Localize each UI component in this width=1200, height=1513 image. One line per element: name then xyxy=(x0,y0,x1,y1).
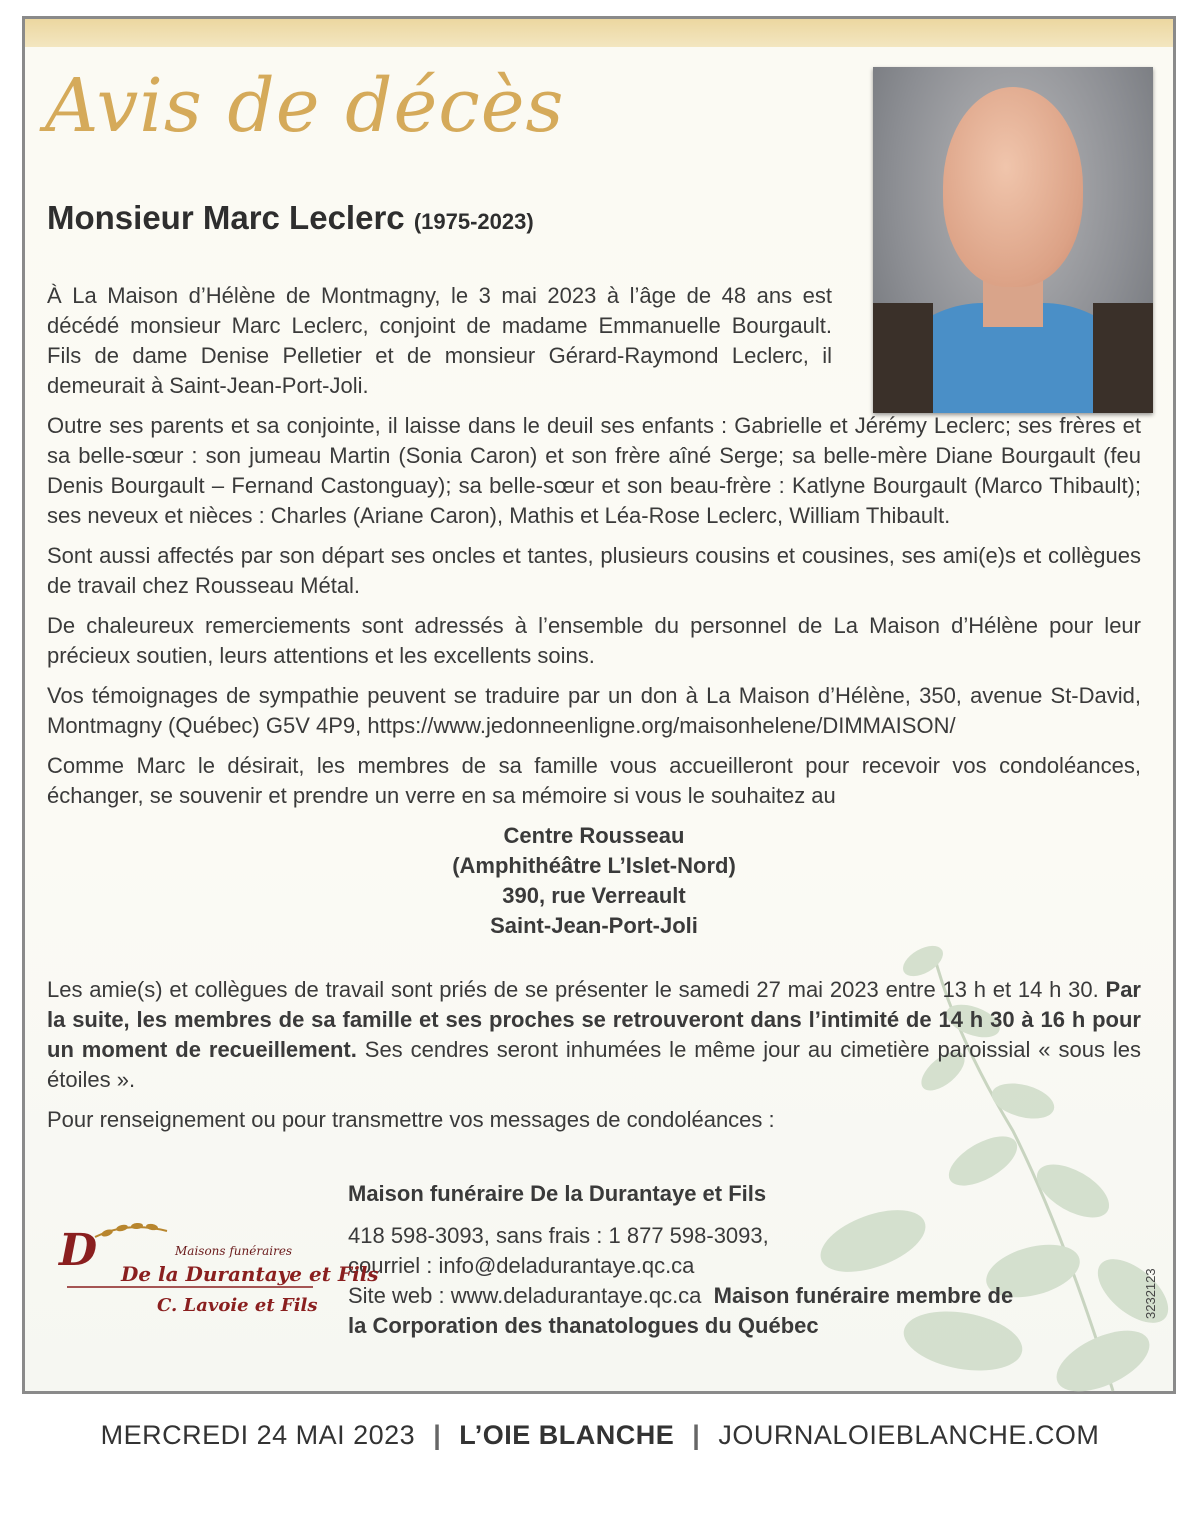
deceased-years: (1975-2023) xyxy=(413,209,534,234)
paragraph-schedule: Les amie(s) et collègues de travail sont priés de se présenter le samedi 27 mai 2023 entre 13 h et 14 h 30. Par la suite, les membres de sa famille et ses proches se retrouveront dans l’intimité de 14 h 30 à 16 h pour un moment de recueillement. Ses cendres seront inhumées le même jour au cimetière paroissial « sous les étoiles ». xyxy=(47,977,1141,1092)
footer-site: JOURNALOIEBLANCHE.COM xyxy=(718,1420,1100,1450)
funeral-home-web: Site web : www.deladurantaye.qc.ca xyxy=(348,1283,702,1308)
notice-body xyxy=(47,281,1141,1145)
svg-text:De la Durantaye et Fils: De la Durantaye et Fils xyxy=(121,1262,379,1286)
paragraph-donation: Vos témoignages de sympathie peuvent se traduire par un don à La Maison d’Hélène, 350, avenue St-David, Montmagny (Québec) G5V 4P9, https://www.jedonneenligne.org/maisonhelene/DIMMAISON/ xyxy=(47,683,1141,738)
deceased-name: Monsieur Marc Leclerc (1975-2023) xyxy=(47,199,534,236)
svg-text:C. Lavoie et Fils: C. Lavoie et Fils xyxy=(157,1295,318,1316)
paragraph-gathering: Comme Marc le désirait, les membres de sa famille vous accueilleront pour recevoir vos condoléances, échanger, se souvenir et prendre un verre en sa mémoire si vous le souhaitez au xyxy=(47,753,1141,808)
svg-text:D: D xyxy=(59,1225,98,1276)
paragraph-survivors: Outre ses parents et sa conjointe, il laisse dans le deuil ses enfants : Gabrielle et Jérémy Leclerc; ses frères et sa belle-sœur : son jumeau Martin (Sonia Caron) et son frère aîné Serge; sa belle-mère Diane Bourgault (feu Denis Bourgault – Fernand Castonguay); sa belle-sœur et son beau-frère : Katlyne Bourgault (Marco Thibault); ses neveux et nièces : Charles (Ariane Caron), Mathis et Léa-Rose Leclerc, William Thibault. xyxy=(47,413,1141,528)
footer-date: MERCREDI 24 MAI 2023 xyxy=(100,1420,416,1450)
paragraph-thanks: De chaleureux remerciements sont adressés à l’ensemble du personnel de La Maison d’Hélène pour leur précieux soutien, leurs attentions et les excellents soins. xyxy=(47,613,1141,668)
svg-text:Maisons funéraires: Maisons funéraires xyxy=(175,1244,293,1258)
ad-code: 3232123 xyxy=(1143,1268,1158,1319)
funeral-home-name: Maison funéraire De la Durantaye et Fils xyxy=(348,1181,767,1206)
funeral-home-phone: 418 598-3093, sans frais : 1 877 598-3093, xyxy=(348,1223,769,1248)
top-band xyxy=(25,19,1173,47)
funeral-home-logo xyxy=(47,1219,379,1319)
paragraph-contact-intro: Pour renseignement ou pour transmettre vos messages de condoléances : xyxy=(47,1107,775,1132)
footer-brand: L’OIE BLANCHE xyxy=(459,1420,675,1450)
venue-address: Centre Rousseau (Amphithéâtre L’Islet-Nord) 390, rue Verreault Saint-Jean-Port-Joli xyxy=(452,823,736,938)
page-footer: MERCREDI 24 MAI 2023 | L’OIE BLANCHE | JOURNALOIEBLANCHE.COM xyxy=(100,1420,1100,1450)
funeral-home-email: courriel : info@deladurantaye.qc.ca xyxy=(348,1253,695,1278)
funeral-home-contact: Maison funéraire De la Durantaye et Fils 418 598-3093, sans frais : 1 877 598-3093, courriel : info@deladurantaye.qc.ca Site web : www.deladurantaye.qc.ca Maison funéraire membre de la Corporation des thanatologues du Québec xyxy=(348,1181,1014,1338)
notice-title: Avis de décès xyxy=(45,63,565,149)
paragraph-affected: Sont aussi affectés par son départ ses oncles et tantes, plusieurs cousins et cousines, ses ami(e)s et collègues de travail chez Rousseau Métal. xyxy=(47,543,1141,598)
paragraph-death: À La Maison d’Hélène de Montmagny, le 3 mai 2023 à l’âge de 48 ans est décédé monsieur Marc Leclerc, conjoint de madame Emmanuelle Bourgault. Fils de dame Denise Pelletier et de monsieur Gérard-Raymond Leclerc, il demeurait à Saint-Jean-Port-Joli. xyxy=(47,283,832,398)
obituary-notice xyxy=(22,16,1176,1394)
